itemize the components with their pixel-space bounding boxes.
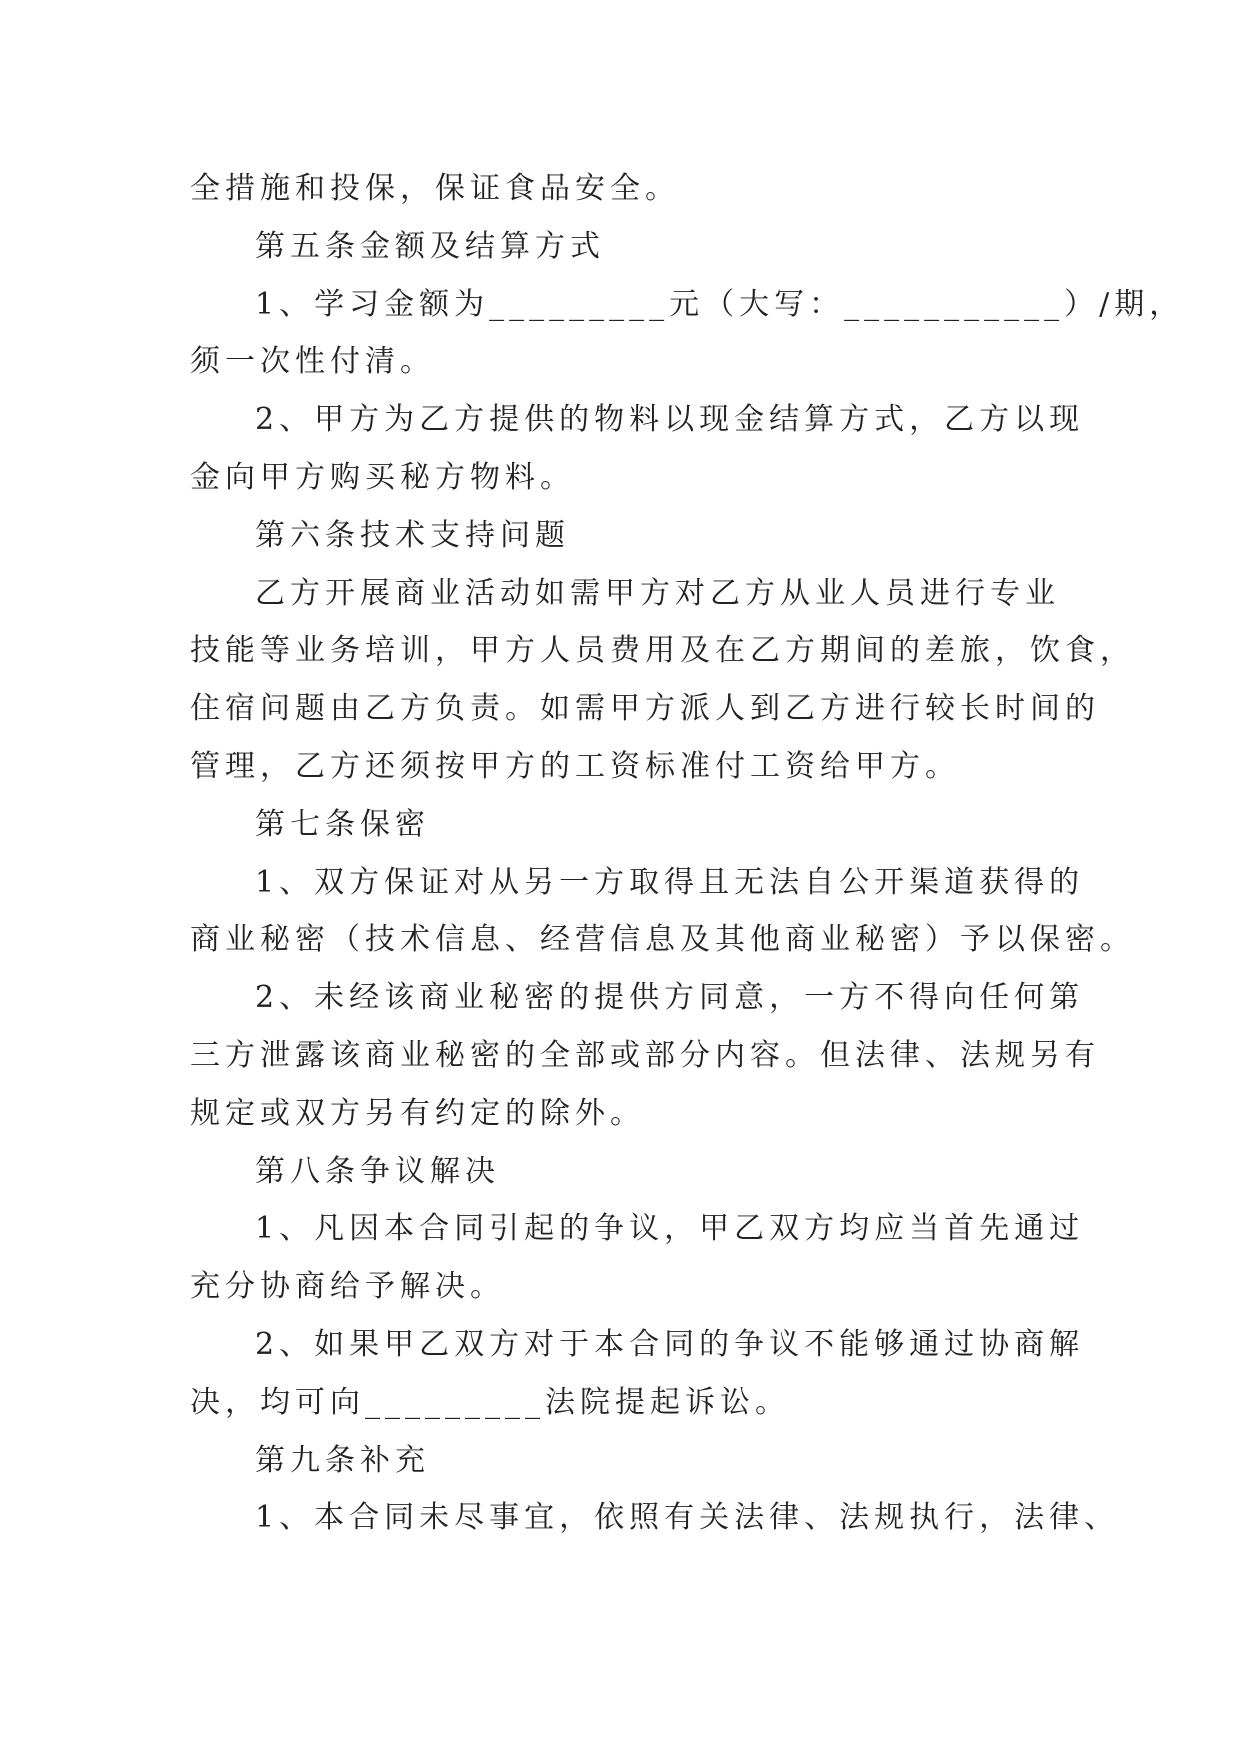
text-line: 住宿问题由乙方负责。如需甲方派人到乙方进行较长时间的 (190, 691, 1100, 727)
text-line: 商业秘密（技术信息、经营信息及其他商业秘密）予以保密。 (190, 922, 1135, 958)
text-line: 2、未经该商业秘密的提供方同意，一方不得向任何第 (255, 980, 1085, 1016)
text-line: 须一次性付清。 (190, 344, 435, 380)
text-line: 管理，乙方还须按甲方的工资标准付工资给甲方。 (190, 748, 960, 784)
text-line: 金向甲方购买秘方物料。 (190, 459, 575, 495)
section-heading-article-8: 第八条争议解决 (255, 1153, 500, 1189)
text-line: 全措施和投保，保证食品安全。 (190, 171, 680, 206)
section-heading-article-7: 第七条保密 (255, 806, 430, 842)
text-line: 2、如果甲乙双方对于本合同的争议不能够通过协商解 (255, 1326, 1085, 1362)
text-line: 技能等业务培训，甲方人员费用及在乙方期间的差旅，饮食， (190, 633, 1135, 669)
text-line: 1、双方保证对从另一方取得且无法自公开渠道获得的 (255, 864, 1085, 900)
text-line: 1、本合同未尽事宜，依照有关法律、法规执行，法律、 (255, 1500, 1120, 1536)
section-heading-article-5: 第五条金额及结算方式 (255, 228, 605, 264)
text-line: 规定或双方另有约定的除外。 (190, 1095, 645, 1131)
text-line: 三方泄露该商业秘密的全部或部分内容。但法律、法规另有 (190, 1037, 1100, 1073)
text-line: 2、甲方为乙方提供的物料以现金结算方式，乙方以现 (255, 402, 1085, 438)
section-heading-article-9: 第九条补充 (255, 1442, 430, 1478)
contract-text-block (190, 160, 1185, 1547)
text-line: 乙方开展商业活动如需甲方对乙方从业人员进行专业 (255, 575, 1060, 611)
text-line: 充分协商给予解决。 (190, 1269, 505, 1305)
text-line: 1、学习金额为_________元（大写：___________）/期， (255, 286, 1185, 322)
text-line: 决，均可向_________法院提起诉讼。 (190, 1384, 790, 1420)
text-line: 1、凡因本合同引起的争议，甲乙双方均应当首先通过 (255, 1211, 1085, 1247)
section-heading-article-6: 第六条技术支持问题 (255, 517, 570, 553)
